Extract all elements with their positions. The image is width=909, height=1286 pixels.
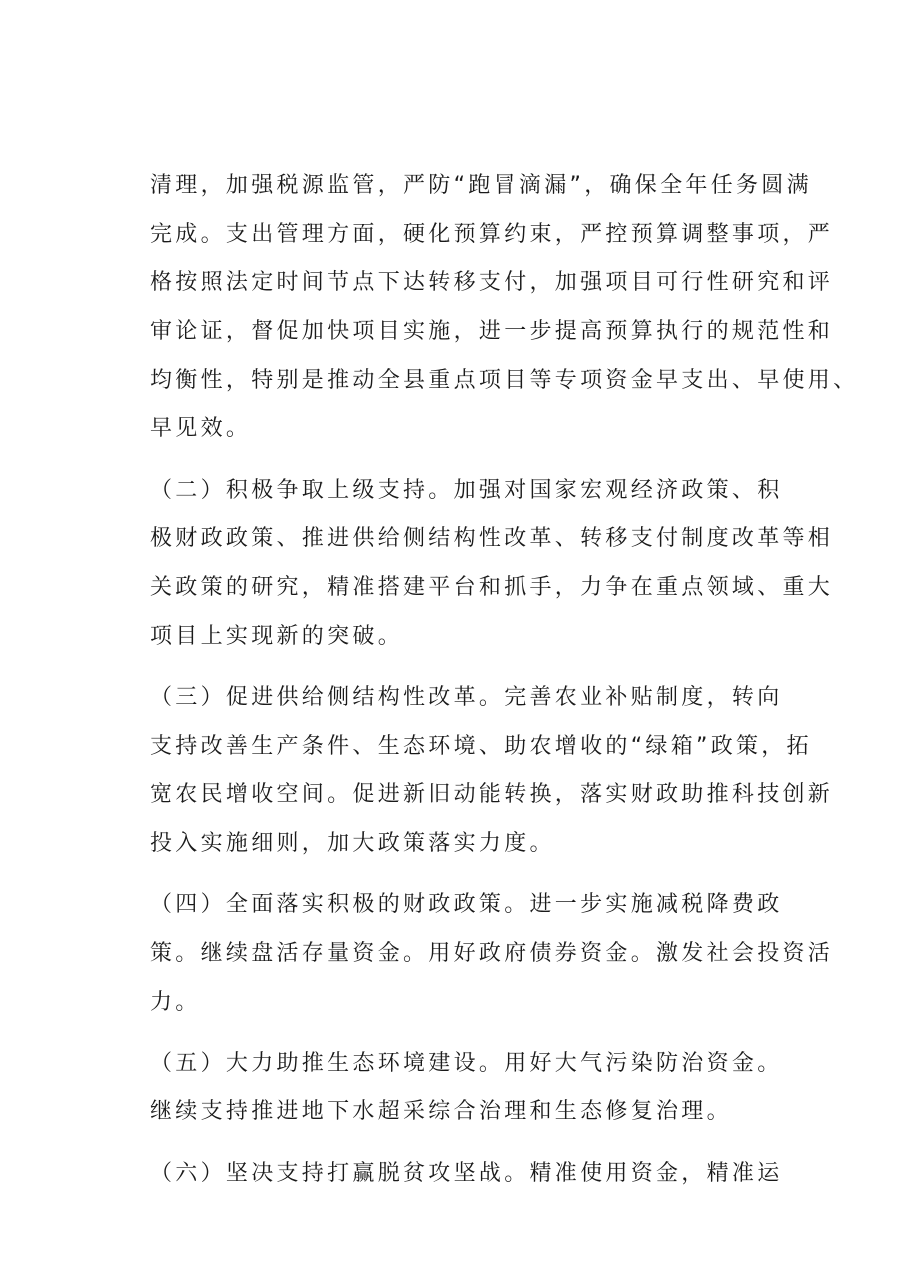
text-line: 均衡性，特别是推动全县重点项目等专项资金早支出、早使用、	[150, 367, 859, 393]
text-line: 项目上实现新的突破。	[150, 623, 404, 649]
paragraph-spacer	[150, 661, 810, 674]
document-body	[150, 162, 859, 1198]
text-line: 早见效。	[150, 416, 252, 442]
text-line: 审论证，督促加快项目实施，进一步提高预算执行的规范性和	[150, 319, 834, 345]
paragraph-spacer	[150, 454, 810, 467]
paragraph-spacer	[150, 869, 810, 882]
text-line: （三）促进供给侧结构性改革。完善农业补贴制度，转向	[150, 684, 783, 710]
text-line: 极财政政策、推进供给侧结构性改革、转移支付制度改革等相	[150, 526, 834, 552]
text-line: 清理，加强税源监管，严防“跑冒滴漏”，确保全年任务圆满	[150, 173, 812, 198]
text-line: （四）全面落实积极的财政政策。进一步实施减税降费政	[150, 892, 783, 918]
text-line: 完成。支出管理方面，硬化预算约束，严控预算调整事项，严	[150, 221, 834, 247]
text-line: （二）积极争取上级支持。加强对国家宏观经济政策、积	[150, 477, 783, 503]
text-line: 投入实施细则，加大政策落实力度。	[150, 830, 555, 856]
text-line: 关政策的研究，精准搭建平台和抓手，力争在重点领域、重大	[150, 575, 834, 600]
paragraph-spacer	[150, 1137, 810, 1150]
text-line: 支持改善生产条件、生态环境、助农增收的“绿箱”政策，拓	[150, 733, 812, 759]
text-line: （五）大力助推生态环境建设。用好大气污染防治资金。	[150, 1050, 783, 1076]
text-line: 力。	[150, 989, 201, 1015]
text-line: 宽农民增收空间。促进新旧动能转换，落实财政助推科技创新	[150, 782, 834, 808]
text-line: 继续支持推进地下水超采综合治理和生态修复治理。	[150, 1099, 732, 1125]
text-line: （六）坚决支持打赢脱贫攻坚战。精准使用资金，精准运	[150, 1160, 783, 1186]
text-line: 策。继续盘活存量资金。用好政府债券资金。激发社会投资活	[150, 940, 834, 966]
text-line: 格按照法定时间节点下达转移支付，加强项目可行性研究和评	[150, 270, 834, 296]
paragraph-spacer	[150, 1027, 810, 1040]
